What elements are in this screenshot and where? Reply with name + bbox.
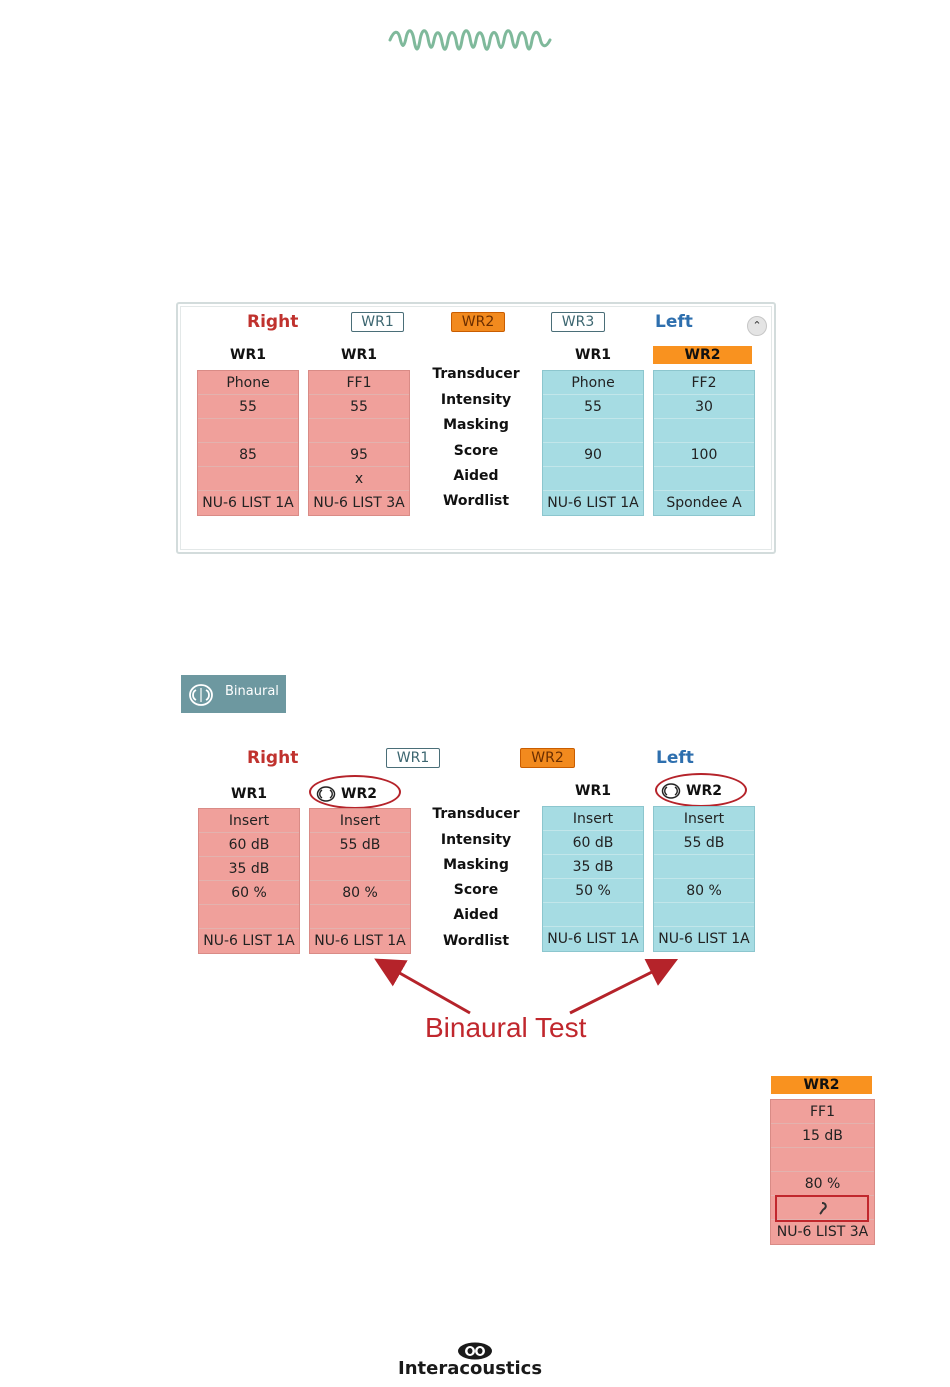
right-col1-header-2: WR1	[231, 786, 267, 802]
binaural-head-icon	[316, 786, 336, 802]
binaural-button-label: Binaural	[225, 684, 279, 699]
score-cell[interactable]: 50 %	[543, 879, 643, 903]
left-ear-label-2: Left	[656, 748, 694, 768]
intensity-cell[interactable]: 30	[654, 395, 754, 419]
right-wr1-column-2[interactable]	[198, 808, 300, 954]
masking-cell[interactable]	[654, 419, 754, 443]
right-wr1-column[interactable]	[197, 370, 299, 516]
intensity-cell[interactable]: 60 dB	[543, 831, 643, 855]
transducer-cell[interactable]: Insert	[199, 809, 299, 833]
transducer-cell[interactable]: Insert	[543, 807, 643, 831]
masking-cell[interactable]	[543, 419, 643, 443]
aided-cell[interactable]	[310, 905, 410, 929]
row-label-intensity: Intensity	[440, 832, 512, 848]
tab-wr1[interactable]: WR1	[351, 312, 404, 332]
transducer-cell[interactable]: Phone	[198, 371, 298, 395]
right-ear-label: Right	[247, 312, 299, 332]
wordlist-cell[interactable]: Spondee A	[666, 495, 742, 511]
left-wr1-column-2[interactable]	[542, 806, 644, 952]
aided-cell[interactable]	[543, 903, 643, 927]
row-label-intensity: Intensity	[440, 392, 512, 408]
score-cell[interactable]: 80 %	[771, 1172, 874, 1196]
masking-cell[interactable]	[309, 419, 409, 443]
tab-wr2-2[interactable]: WR2	[520, 748, 575, 768]
wordlist-cell[interactable]: NU-6 LIST 1A	[547, 931, 639, 947]
score-cell[interactable]: 85	[198, 443, 298, 467]
row-label-masking: Masking	[443, 857, 509, 873]
score-cell[interactable]: 95	[309, 443, 409, 467]
tab-wr1-2[interactable]: WR1	[386, 748, 440, 768]
binaural-test-caption: Binaural Test	[425, 1012, 587, 1043]
wordlist-cell[interactable]: NU-6 LIST 3A	[313, 495, 405, 511]
row-label-score: Score	[453, 882, 499, 898]
aided-cell[interactable]	[543, 467, 643, 491]
wordlist-cell[interactable]: NU-6 LIST 3A	[776, 1224, 869, 1240]
score-cell[interactable]: 100	[654, 443, 754, 467]
aided-cell[interactable]	[198, 467, 298, 491]
wordlist-cell[interactable]: NU-6 LIST 1A	[314, 933, 406, 949]
wordlist-cell[interactable]: NU-6 LIST 1A	[202, 495, 294, 511]
wordlist-cell[interactable]: NU-6 LIST 1A	[547, 495, 639, 511]
left-col2-header-active[interactable]: WR2	[653, 346, 752, 364]
row-label-aided: Aided	[453, 907, 499, 923]
right-col2-header: WR1	[341, 347, 377, 363]
binaural-button[interactable]	[181, 675, 286, 713]
left-col2-header-2: WR2	[686, 783, 722, 799]
transducer-cell[interactable]: FF1	[309, 371, 409, 395]
intensity-cell[interactable]: 55 dB	[310, 833, 410, 857]
transducer-cell[interactable]: FF1	[771, 1100, 874, 1124]
masking-cell[interactable]	[310, 857, 410, 881]
collapse-icon[interactable]: ⌃	[747, 316, 767, 336]
aided-column-header[interactable]: WR2	[771, 1076, 872, 1094]
intensity-cell[interactable]: 55	[309, 395, 409, 419]
intensity-cell[interactable]: 55 dB	[654, 831, 754, 855]
masking-cell[interactable]: 35 dB	[199, 857, 299, 881]
masking-cell[interactable]	[654, 855, 754, 879]
score-cell[interactable]: 80 %	[310, 881, 410, 905]
masking-cell[interactable]	[198, 419, 298, 443]
row-label-transducer: Transducer	[432, 806, 520, 822]
intensity-cell[interactable]: 60 dB	[199, 833, 299, 857]
right-col2-header-2: WR2	[341, 786, 377, 802]
row-label-masking: Masking	[443, 417, 509, 433]
aided-cell[interactable]	[654, 903, 754, 927]
header-wave-logo-icon	[388, 26, 552, 56]
wordlist-cell[interactable]: NU-6 LIST 1A	[203, 933, 295, 949]
intensity-cell[interactable]: 55	[543, 395, 643, 419]
aided-wr2-column[interactable]	[770, 1099, 875, 1245]
binaural-head-icon	[661, 783, 681, 799]
left-wr2-column-2[interactable]	[653, 806, 755, 952]
score-cell[interactable]: 60 %	[199, 881, 299, 905]
transducer-cell[interactable]: Insert	[654, 807, 754, 831]
row-label-wordlist: Wordlist	[442, 933, 510, 949]
right-col1-header: WR1	[230, 347, 266, 363]
transducer-cell[interactable]: FF2	[654, 371, 754, 395]
left-col1-header: WR1	[575, 347, 611, 363]
right-wr1-ff-column[interactable]	[308, 370, 410, 516]
wordlist-cell[interactable]: NU-6 LIST 1A	[658, 931, 750, 947]
row-label-score: Score	[453, 443, 499, 459]
score-cell[interactable]: 80 %	[654, 879, 754, 903]
row-label-transducer: Transducer	[432, 366, 520, 382]
left-wr2-column[interactable]	[653, 370, 755, 516]
masking-cell[interactable]: 35 dB	[543, 855, 643, 879]
intensity-cell[interactable]: 15 dB	[771, 1124, 874, 1148]
tab-wr3[interactable]: WR3	[551, 312, 605, 332]
aided-highlight-box	[775, 1195, 869, 1222]
tab-wr2[interactable]: WR2	[451, 312, 505, 332]
footer-brand: Interacoustics	[398, 1358, 543, 1379]
score-cell[interactable]: 90	[543, 443, 643, 467]
binaural-head-icon	[188, 683, 214, 707]
aided-cell[interactable]	[199, 905, 299, 929]
row-label-wordlist: Wordlist	[442, 493, 510, 509]
intensity-cell[interactable]: 55	[198, 395, 298, 419]
left-ear-label: Left	[655, 312, 693, 332]
aided-cell[interactable]	[654, 467, 754, 491]
right-ear-label-2: Right	[247, 748, 299, 768]
transducer-cell[interactable]: Phone	[543, 371, 643, 395]
right-wr2-column-2[interactable]	[309, 808, 411, 954]
row-label-aided: Aided	[453, 468, 499, 484]
masking-cell[interactable]	[771, 1148, 874, 1172]
aided-cell[interactable]: x	[309, 467, 409, 491]
transducer-cell[interactable]: Insert	[310, 809, 410, 833]
left-wr1-column[interactable]	[542, 370, 644, 516]
left-col1-header-2: WR1	[575, 783, 611, 799]
